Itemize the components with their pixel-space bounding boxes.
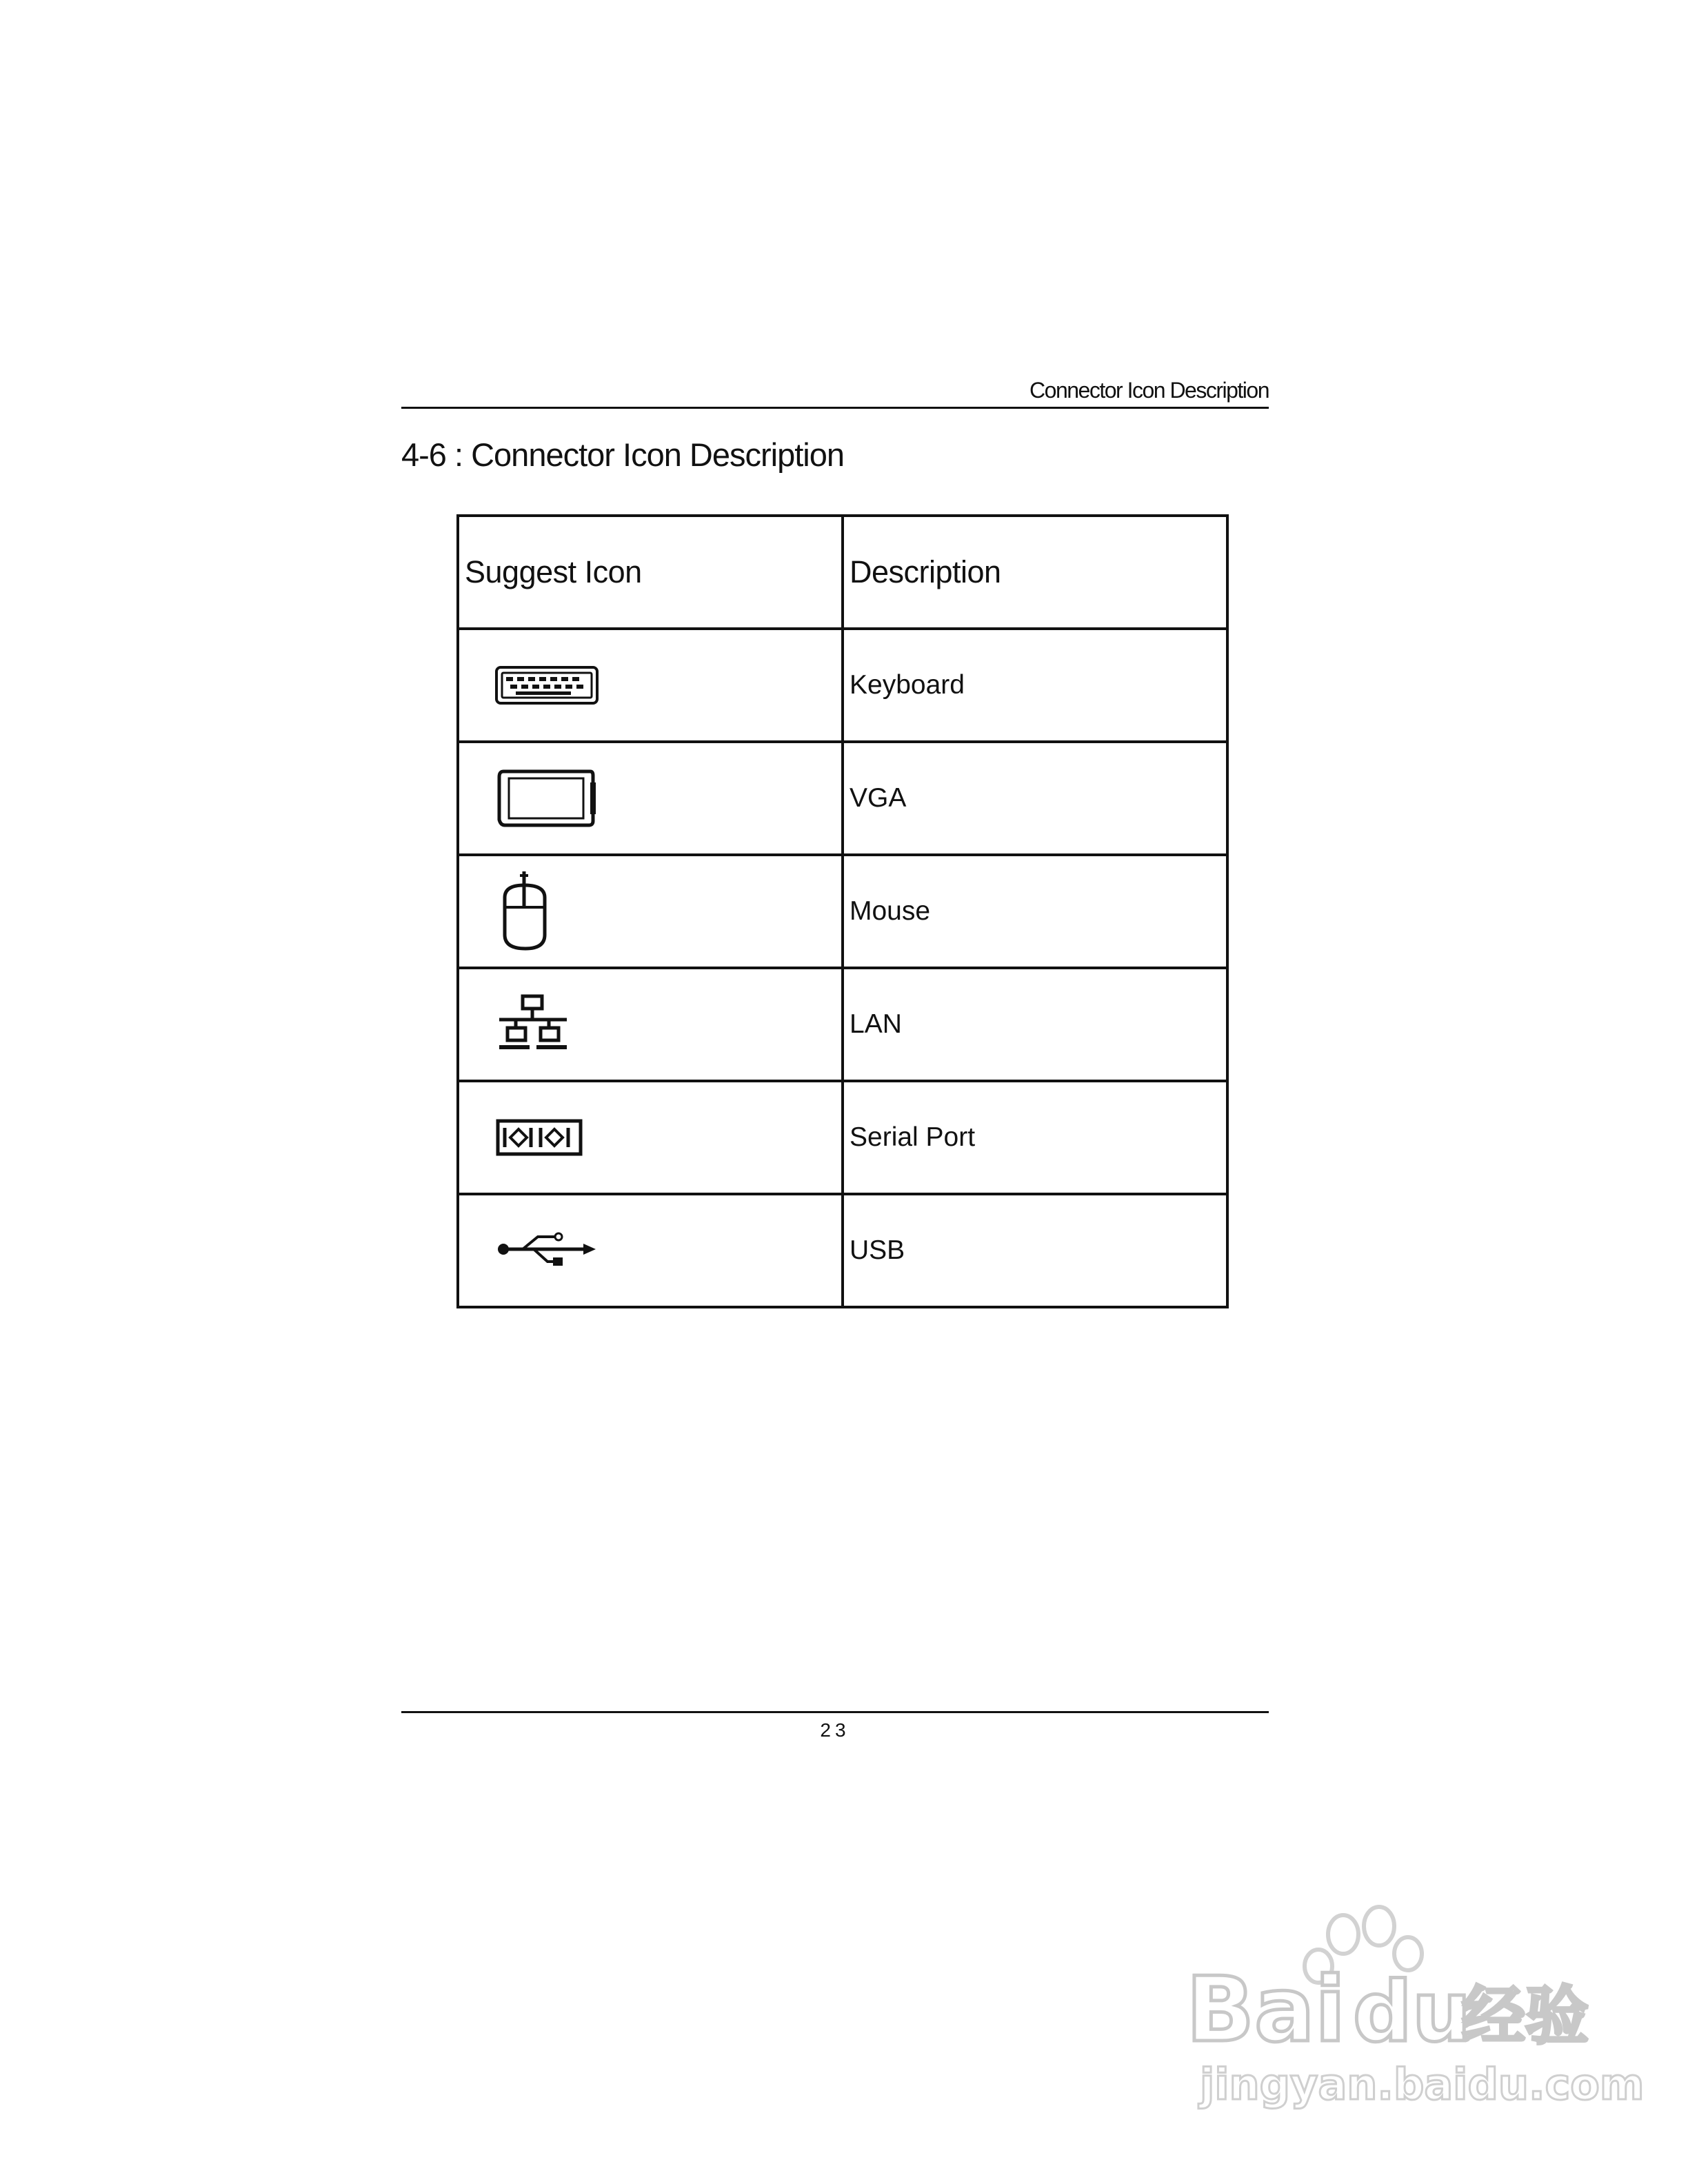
description-cell: LAN (843, 968, 1227, 1081)
description-cell: USB (843, 1194, 1227, 1307)
table-row (458, 968, 1227, 1081)
table-row (458, 1081, 1227, 1194)
icon-cell (458, 1081, 843, 1194)
svg-text:jingyan.baidu.com: jingyan.baidu.com (1200, 2059, 1645, 2110)
vga-icon (495, 767, 836, 829)
icon-cell (458, 855, 843, 968)
table-row (458, 629, 1227, 742)
icon-cell (458, 742, 843, 855)
icon-cell (458, 629, 843, 742)
header-rule (401, 407, 1269, 409)
page-number: 23 (820, 1719, 850, 1741)
description-cell: Serial Port (843, 1081, 1227, 1194)
icon-cell (458, 968, 843, 1081)
keyboard-icon (495, 666, 836, 705)
svg-text:经验: 经验 (1462, 1979, 1589, 2053)
lan-icon (495, 993, 836, 1055)
baidu-jingyan-watermark (1172, 1903, 1645, 2110)
usb-icon (495, 1230, 836, 1271)
table-row (458, 742, 1227, 855)
connector-icon-table (456, 514, 1229, 1308)
table-row (458, 855, 1227, 968)
table-row (458, 1194, 1227, 1307)
column-header-description: Description (843, 516, 1227, 629)
description-cell: Keyboard (843, 629, 1227, 742)
table-header-row (458, 516, 1227, 629)
description-cell: Mouse (843, 855, 1227, 968)
running-header: Connector Icon Description (1029, 378, 1269, 403)
footer-rule (401, 1711, 1269, 1713)
section-title: 4-6 : Connector Icon Description (401, 436, 844, 473)
mouse-icon (495, 870, 836, 953)
svg-text:du: du (1353, 1965, 1471, 2061)
icon-cell (458, 1194, 843, 1307)
description-cell: VGA (843, 742, 1227, 855)
column-header-suggest-icon: Suggest Icon (458, 516, 843, 629)
svg-text:Bai: Bai (1186, 1957, 1346, 2062)
serial-port-icon (495, 1117, 836, 1158)
